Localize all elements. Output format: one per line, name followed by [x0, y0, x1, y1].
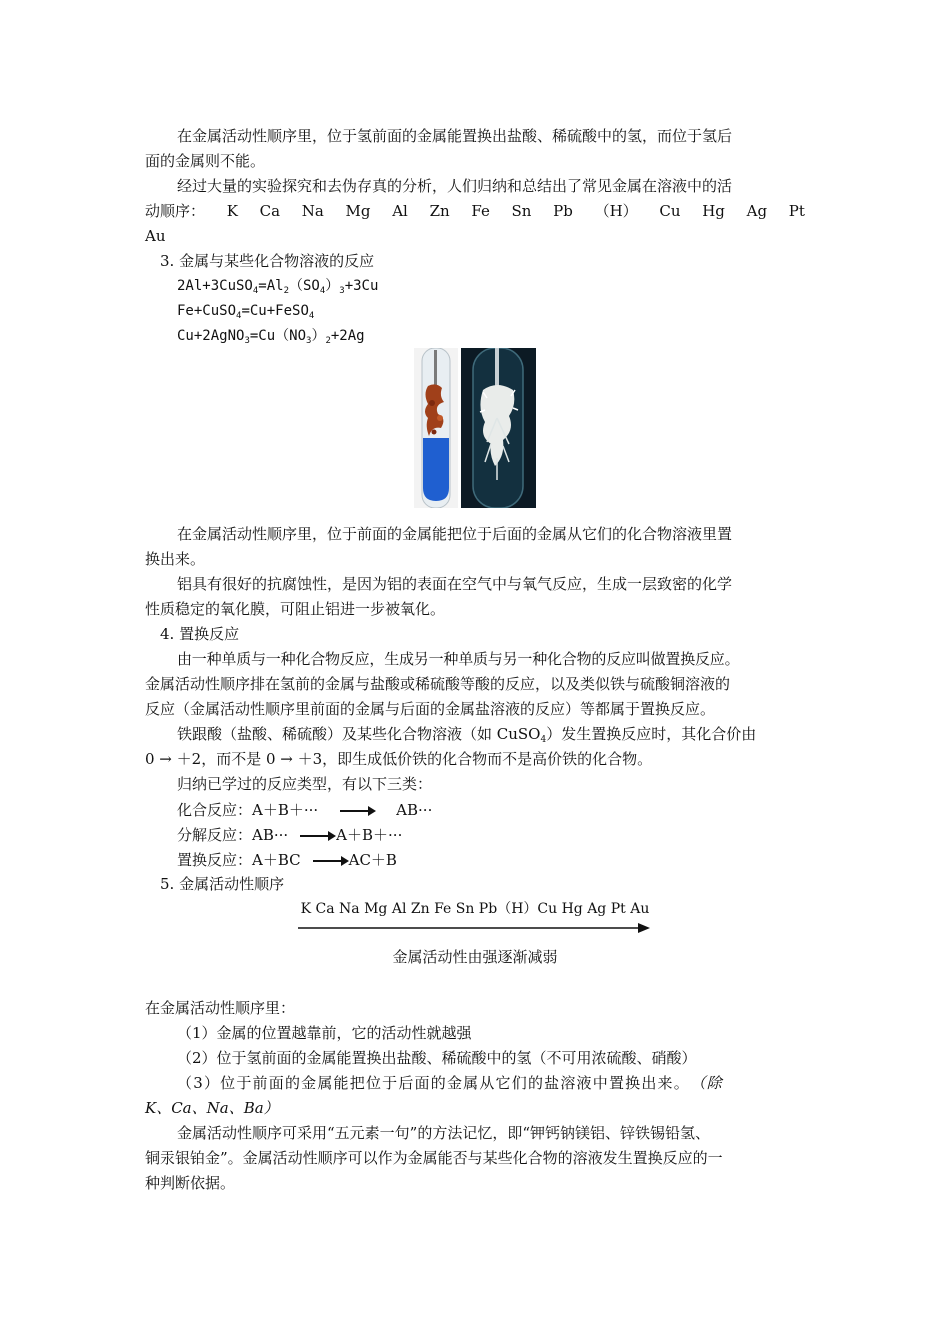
paragraph-line: 0 → ＋2，而不是 0 → ＋3，即生成低价铁的化合物而不是高价铁的化合物。	[145, 750, 653, 768]
series-last-item: Au	[145, 227, 166, 245]
series-item: Sn	[511, 202, 532, 220]
activity-series-line	[145, 199, 805, 224]
reaction-combination: 化合反应：A＋B＋··· AB···	[177, 801, 433, 819]
reaction-arrow	[313, 860, 347, 862]
series-item: Pt	[788, 202, 805, 220]
paragraph-line: 铁跟酸（盐酸、稀硫酸）及某些化合物溶液（如 CuSO$_4$）发生置换反应时，其化合价由	[177, 725, 757, 745]
rule-2: （2）位于氢前面的金属能置换出盐酸、稀硫酸中的氢（不可用浓硫酸、硝酸）	[177, 1049, 697, 1067]
rules-intro: 在金属活动性顺序里：	[145, 999, 296, 1017]
paragraph-line: 反应（金属活动性顺序里前面的金属与后面的金属盐溶液的反应）等都属于置换反应。	[145, 700, 716, 718]
section-heading-4: 4. 置换反应	[160, 625, 240, 643]
paragraph-line: 性质稳定的氧化膜，可阻止铝进一步被氧化。	[145, 600, 446, 618]
paragraph-line: 种判断依据。	[145, 1174, 236, 1192]
activity-arrow	[296, 920, 656, 936]
reaction-displacement: 置换反应：A＋BC AC＋B	[177, 851, 397, 869]
activity-caption: 金属活动性由强逐渐减弱	[392, 948, 558, 966]
series-item: K	[226, 202, 238, 220]
rule-3-note: K、Ca、Na、Ba）	[145, 1099, 279, 1117]
series-item: Al	[392, 202, 408, 220]
paragraph-line: 金属活动性顺序可采用“五元素一句”的方法记忆，即“钾钙钠镁铝、锌铁锡铅氢、	[177, 1124, 711, 1142]
series-item: Fe	[471, 202, 490, 220]
equation-3: $Cu+2AgNO_3=Cu(NO_3)_2+2Ag$	[177, 328, 365, 346]
section-heading-3: 3. 金属与某些化合物溶液的反应	[160, 252, 375, 270]
series-item: Pb	[553, 202, 573, 220]
rule-1: （1）金属的位置越靠前，它的活动性就越强	[177, 1024, 472, 1042]
paragraph-line: 在金属活动性顺序里，位于前面的金属能把位于后面的金属从它们的化合物溶液里置	[177, 525, 733, 543]
series-item: Hg	[702, 202, 725, 220]
equation-2: Fe+CuSO$_4$=Cu+FeSO$_4$	[177, 303, 315, 321]
series-item: Mg	[345, 202, 371, 220]
series-item: Ag	[746, 202, 768, 220]
paragraph-line: 在金属活动性顺序里，位于氢前面的金属能置换出盐酸、稀硫酸中的氢，而位于氢后	[177, 127, 733, 145]
activity-series	[145, 199, 805, 224]
paragraph-line: 铜汞银铂金”。金属活动性顺序可以作为金属能否与某些化合物的溶液发生置换反应的一	[145, 1149, 723, 1167]
section-heading-5: 5. 金属活动性顺序	[160, 875, 285, 893]
series-item: Na	[301, 202, 324, 220]
series-item: Ca	[259, 202, 281, 220]
photo-copper-in-tube	[414, 348, 458, 508]
reaction-arrow	[340, 810, 374, 812]
series-prefix: 动顺序：	[145, 202, 206, 220]
series-item: Cu	[659, 202, 681, 220]
equation-1: $2Al+3CuSO_4=Al_2(SO_4)_3+3Cu$	[177, 278, 379, 296]
series-item: （H）	[594, 202, 638, 220]
activity-order: K Ca Na Mg Al Zn Fe Sn Pb（H）Cu Hg Ag Pt Au	[300, 901, 650, 917]
paragraph-line: 由一种单质与一种化合物反应，生成另一种单质与另一种化合物的反应叫做置换反应。	[177, 650, 740, 668]
paragraph-line: 金属活动性顺序排在氢前的金属与盐酸或稀硫酸等酸的反应，以及类似铁与硫酸铜溶液的	[145, 675, 731, 693]
reaction-decomposition: 分解反应：AB··· A＋B＋···	[177, 826, 403, 844]
paragraph-line: 换出来。	[145, 550, 206, 568]
paragraph-line: 经过大量的实验探究和去伪存真的分析，人们归纳和总结出了常见金属在溶液中的活	[177, 177, 733, 195]
paragraph-line: 铝具有很好的抗腐蚀性，是因为铝的表面在空气中与氧气反应，生成一层致密的化学	[177, 575, 733, 593]
photo-silver-crystals	[461, 348, 536, 508]
series-item: Zn	[429, 202, 450, 220]
rule-3: （3）位于前面的金属能把位于后面的金属从它们的盐溶液中置换出来。 （除	[177, 1074, 723, 1092]
paragraph-line: 面的金属则不能。	[145, 152, 266, 170]
paragraph-line: 归纳已学过的反应类型，有以下三类：	[177, 775, 433, 793]
reaction-arrow	[300, 835, 334, 837]
